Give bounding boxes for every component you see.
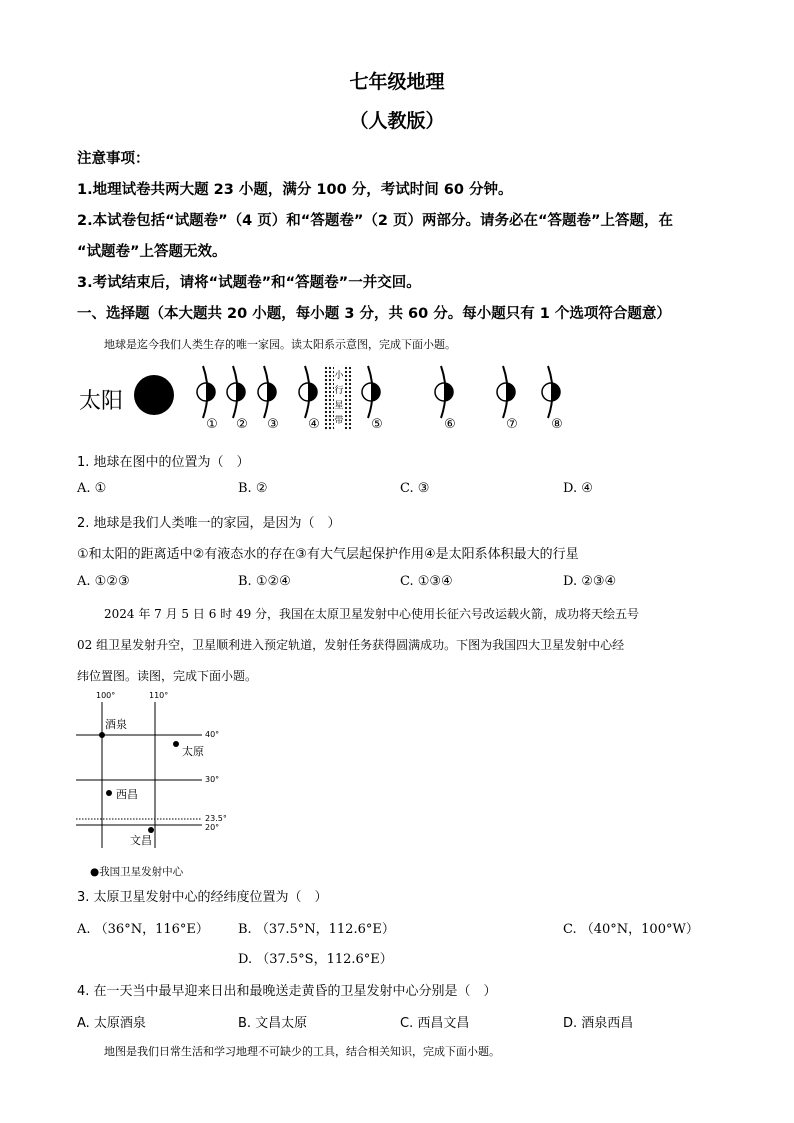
q4-option-a[interactable]: A. 太原酒泉	[77, 1016, 146, 1031]
intro-launch-line-2: 02 组卫星发射升空，卫星顺利进入预定轨道，发射任务获得圆满成功。下图为我国四大卫星发射中心经	[77, 638, 625, 652]
q4-option-c[interactable]: C. 西昌文昌	[400, 1016, 470, 1031]
site-wenchang	[148, 827, 154, 833]
site-taiyuan-label: 太原	[182, 745, 204, 758]
planet-night-side-3	[267, 383, 276, 401]
planet-number-6: ⑥	[444, 417, 456, 432]
intro-launch-line-3: 纬位置图。读图，完成下面小题。	[77, 669, 258, 683]
q1-option-d[interactable]: D. ④	[563, 481, 593, 496]
intro-solar-system: 地球是迄今我们人类生存的唯一家园。读太阳系示意图，完成下面小题。	[104, 338, 456, 351]
q1-stem: 1. 地球在图中的位置为（ ）	[77, 455, 250, 470]
launch-center-map	[74, 686, 254, 880]
planet-night-side-7	[506, 383, 515, 401]
site-wenchang-label: 文昌	[130, 834, 152, 847]
planet-number-4: ④	[308, 417, 320, 432]
planet-night-side-8	[551, 383, 560, 401]
belt-char-4: 带	[334, 416, 344, 426]
q4-stem: 4. 在一天当中最早迎来日出和最晚送走黄昏的卫星发射中心分别是（ ）	[77, 984, 497, 999]
map-legend: ●我国卫星发射中心	[90, 866, 184, 878]
lat-label-30: 30°	[205, 775, 220, 784]
lat-label-40: 40°	[205, 730, 220, 739]
planet-night-side-6	[444, 383, 453, 401]
q3-stem: 3. 太原卫星发射中心的经纬度位置为（ ）	[77, 890, 328, 905]
page-subtitle: （人教版）	[349, 110, 445, 132]
planet-number-8: ⑧	[551, 417, 563, 432]
q3-option-a[interactable]: A. （36°N，116°E）	[77, 922, 209, 937]
notice-item-2a: 2.本试卷包括“试题卷”（4 页）和“答题卷”（2 页）两部分。请务必在“答题卷”上答题，在	[77, 213, 674, 229]
planet-night-side-2	[236, 383, 245, 401]
belt-char-2: 行	[334, 386, 344, 396]
site-xichang-label: 西昌	[116, 788, 138, 801]
q2-option-a[interactable]: A. ①②③	[77, 574, 130, 589]
section-heading: 一、选择题（本大题共 20 小题，每小题 3 分，共 60 分。每小题只有 1 个选项符合题意）	[77, 306, 671, 322]
q2-option-b[interactable]: B. ①②④	[238, 574, 291, 589]
q3-option-c[interactable]: C. （40°N，100°W）	[563, 922, 699, 937]
planet-number-7: ⑦	[506, 417, 518, 432]
notice-heading: 注意事项：	[77, 151, 150, 167]
lon-label-100: 100°	[96, 691, 116, 700]
lat-label-20: 20°	[205, 823, 220, 832]
q1-option-a[interactable]: A. ①	[77, 481, 107, 496]
planet-night-side-1	[206, 383, 215, 401]
notice-item-3: 3.考试结束后，请将“试题卷”和“答题卷”一并交回。	[77, 275, 421, 291]
page-title: 七年级地理	[349, 71, 445, 93]
belt-char-1: 小	[334, 371, 344, 381]
q2-statement: ①和太阳的距离适中②有液态水的存在③有大气层起保护作用④是太阳系体积最大的行星	[77, 547, 579, 562]
q3-option-d[interactable]: D. （37.5°S，112.6°E）	[238, 952, 393, 967]
intro-maps: 地图是我们日常生活和学习地理不可缺少的工具，结合相关知识，完成下面小题。	[104, 1045, 500, 1058]
notice-item-2b: “试题卷”上答题无效。	[77, 244, 227, 260]
lat-label-23-5: 23.5°	[205, 814, 227, 823]
site-jiuquan-label: 酒泉	[105, 718, 127, 731]
site-xichang	[106, 790, 112, 796]
q1-option-c[interactable]: C. ③	[400, 481, 430, 496]
q3-option-b[interactable]: B. （37.5°N，112.6°E）	[238, 922, 395, 937]
q2-option-c[interactable]: C. ①③④	[400, 574, 453, 589]
sun	[134, 375, 174, 415]
solar-system-diagram	[76, 362, 596, 436]
q1-option-b[interactable]: B. ②	[238, 481, 268, 496]
planet-number-1: ①	[206, 417, 218, 432]
sun-label: 太阳	[79, 389, 124, 414]
planet-number-5: ⑤	[371, 417, 383, 432]
belt-char-3: 星	[334, 401, 344, 411]
q2-stem: 2. 地球是我们人类唯一的家园，是因为（ ）	[77, 516, 341, 531]
intro-launch-line-1: 2024 年 7 月 5 日 6 时 49 分，我国在太原卫星发射中心使用长征六号改运载火箭，成功将天绘五号	[104, 607, 640, 621]
planet-night-side-4	[308, 383, 317, 401]
planet-night-side-5	[371, 383, 380, 401]
site-taiyuan	[173, 741, 179, 747]
planet-number-2: ②	[236, 417, 248, 432]
planet-number-3: ③	[267, 417, 279, 432]
q4-option-d[interactable]: D. 酒泉西昌	[563, 1016, 634, 1031]
lon-label-110: 110°	[149, 691, 169, 700]
site-jiuquan	[99, 732, 105, 738]
notice-item-1: 1.地理试卷共两大题 23 小题，满分 100 分，考试时间 60 分钟。	[77, 182, 513, 198]
q2-option-d[interactable]: D. ②③④	[563, 574, 617, 589]
q4-option-b[interactable]: B. 文昌太原	[238, 1016, 308, 1031]
